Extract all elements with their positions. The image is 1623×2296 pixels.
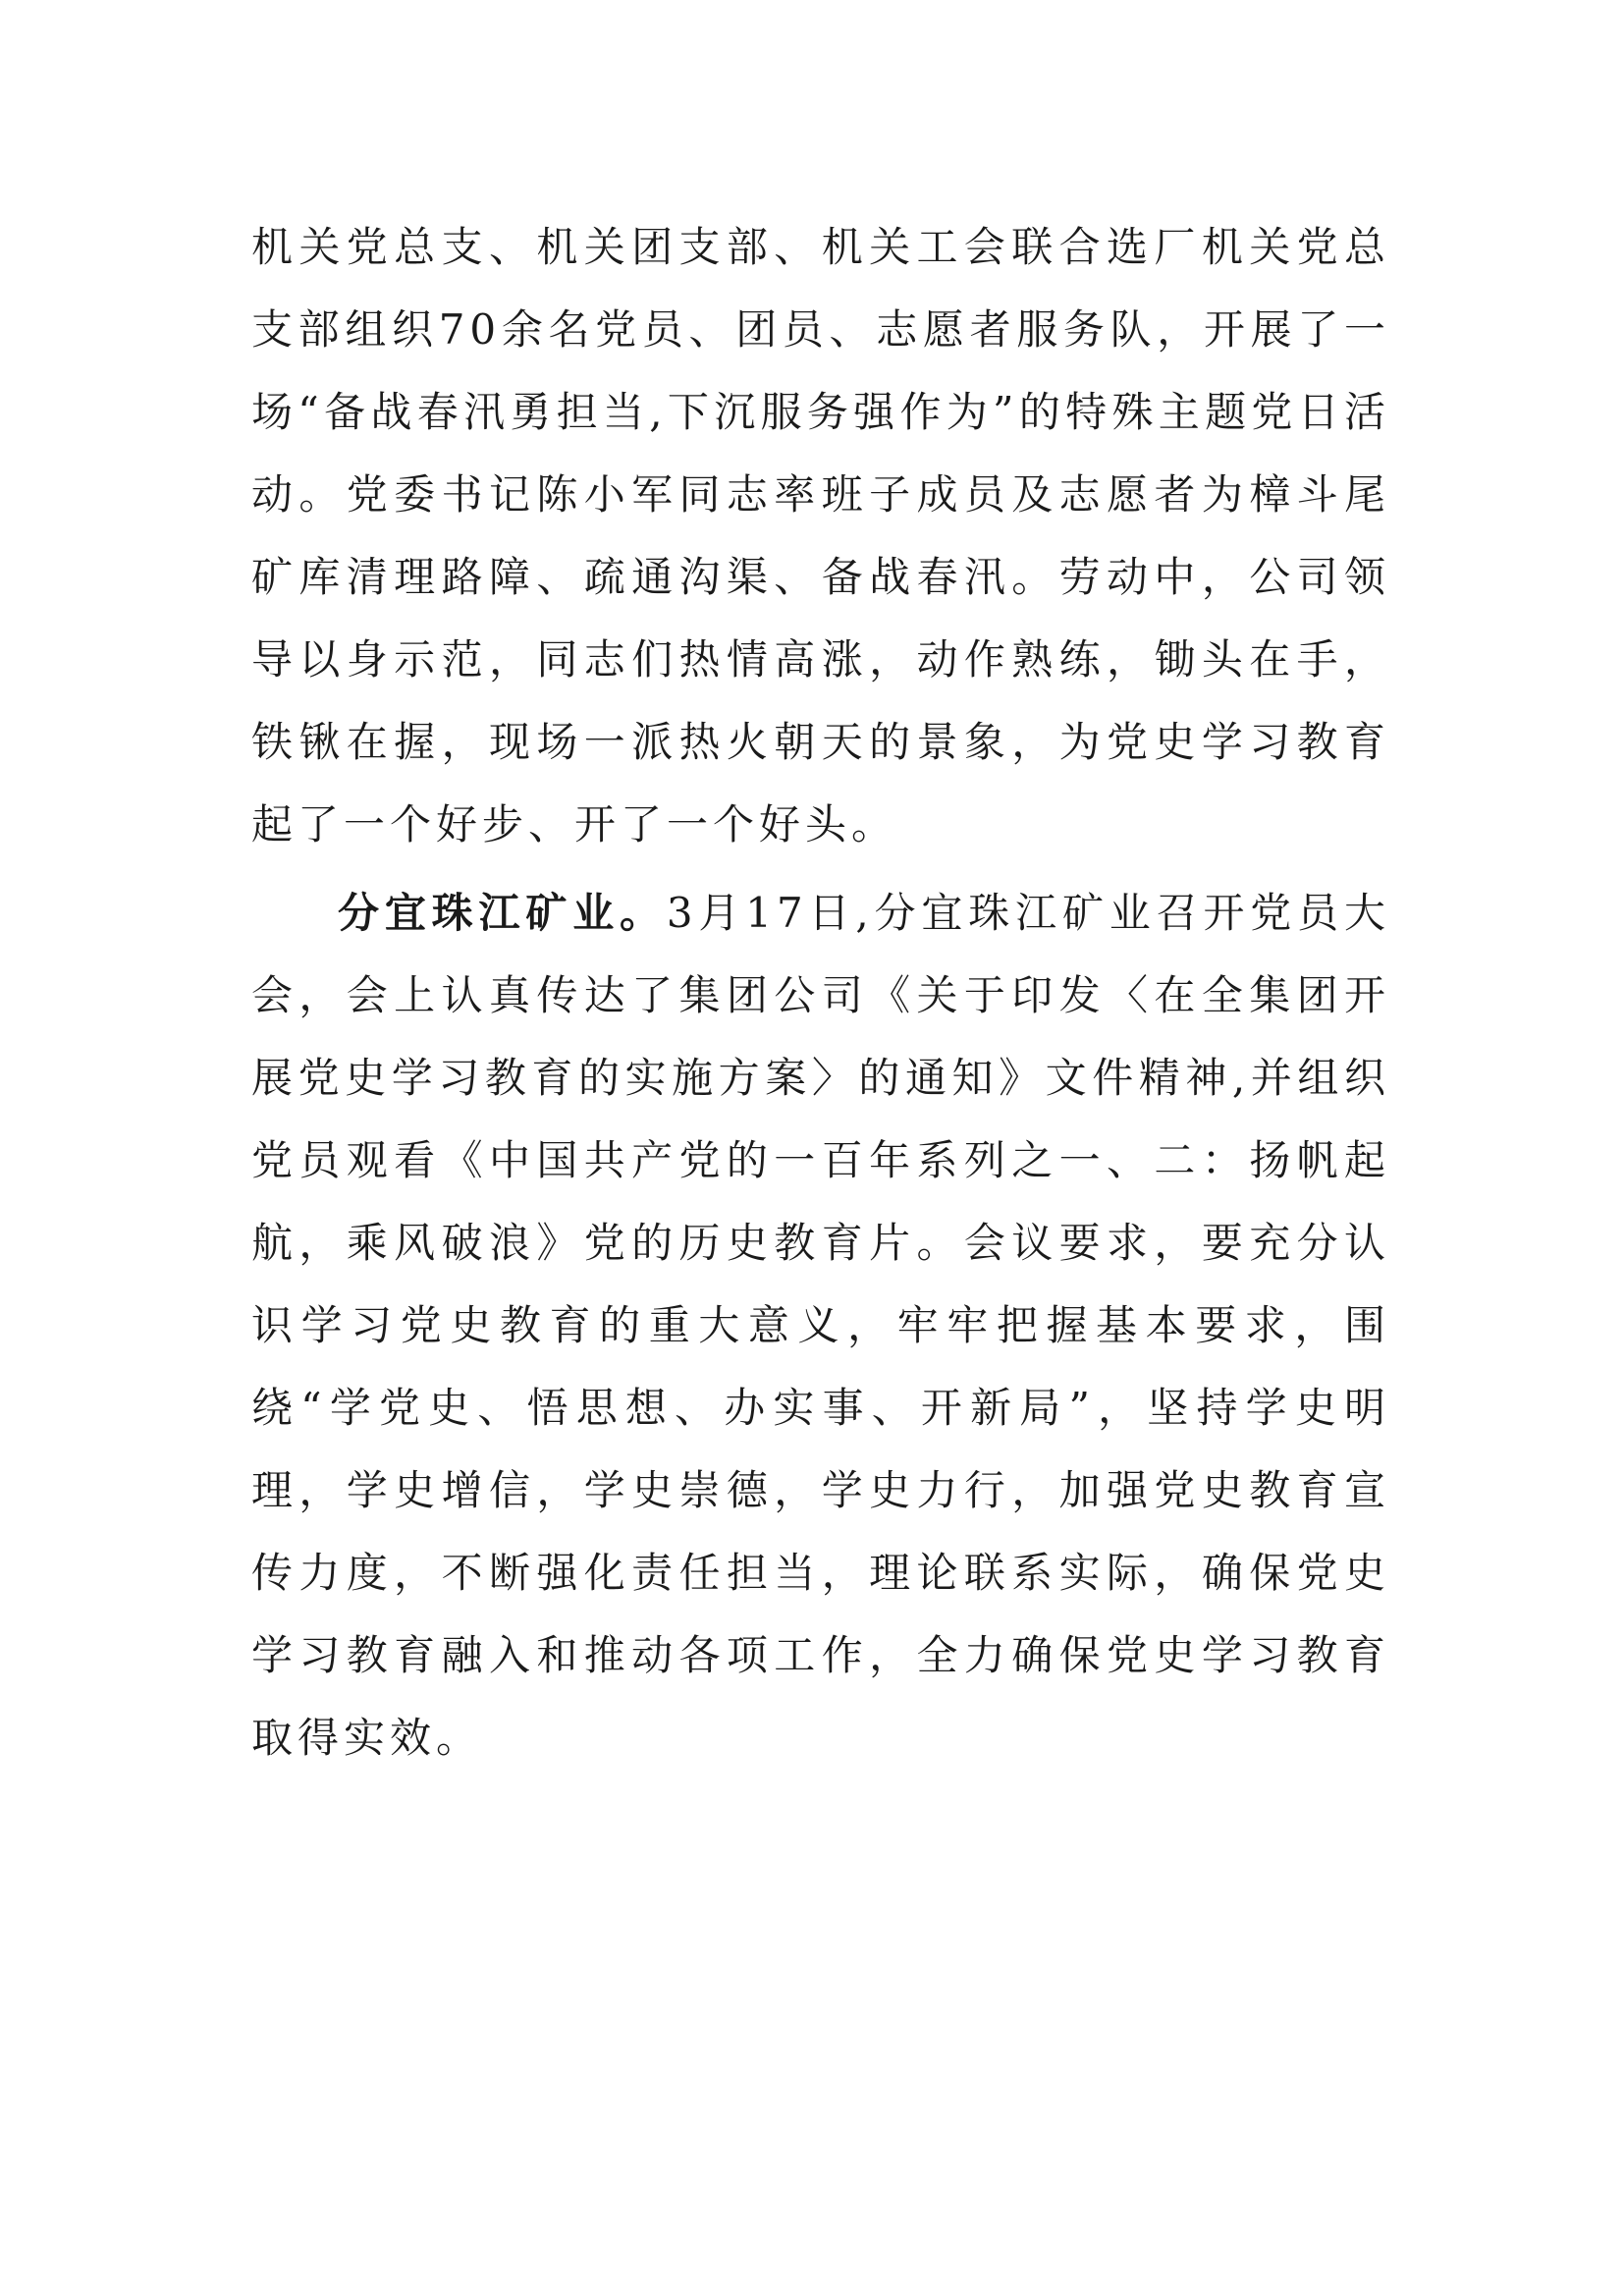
paragraph-body-text: 3月17日,分宜珠江矿业召开党员大会，会上认真传达了集团公司《关于印发〈在全集团开展党史学习教育的实施方案〉的通知》文件精神,并组织党员观看《中国共产党的一百年系列之一、二：扬帆起航，乘风破浪》党的历史教育片。会议要求，要充分认识学习党史教育的重大意义，牢牢把握基本要求，围绕“学党史、悟思想、办实事、开新局”，坚持学史明理，学史增信，学史崇德，学史力行，加强党史教育宣传力度，不断强化责任担当，理论联系实际，确保党史学习教育融入和推动各项工作，全力确保党史学习教育取得实效。: [251, 889, 1390, 1762]
paragraph-heading: 分宜珠江矿业。: [338, 889, 667, 937]
paragraph-fenyi-zhujiang-mining: [251, 872, 1390, 1779]
paragraph-party-branch-activity: 机关党总支、机关团支部、机关工会联合选厂机关党总支部组织70余名党员、团员、志愿者服务队，开展了一场“备战春汛勇担当,下沉服务强作为”的特殊主题党日活动。党委书记陈小军同志率班子成员及志愿者为樟斗尾矿库清理路障、疏通沟渠、备战春汛。劳动中，公司领导以身示范，同志们热情高涨，动作熟练，锄头在手，铁锹在握，现场一派热火朝天的景象，为党史学习教育起了一个好步、开了一个好头。: [251, 223, 1390, 848]
document-body: [251, 206, 1390, 1779]
